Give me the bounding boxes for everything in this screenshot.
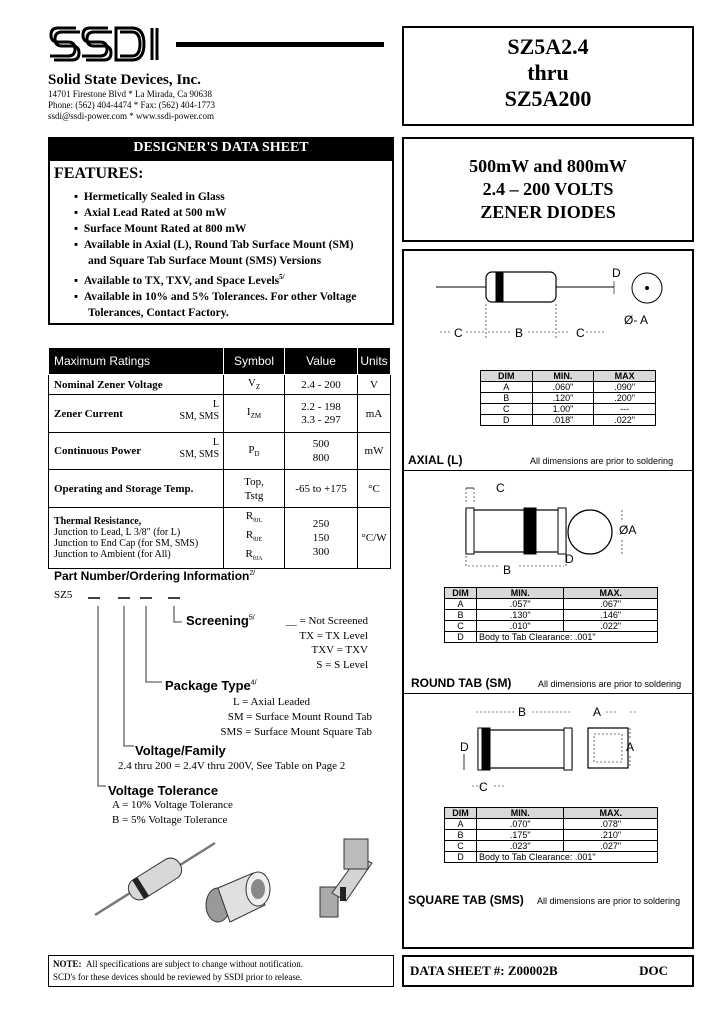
voltage-family-title: Voltage/Family: [135, 743, 226, 758]
axial-label-oa: Ø- A: [624, 313, 649, 327]
rating-value: 500 800: [285, 433, 358, 470]
package-photos: [90, 835, 390, 925]
axial-label-d: D: [612, 266, 621, 280]
axial-rule: [404, 470, 692, 471]
table-row: [49, 470, 391, 508]
part-first: SZ5A2.4: [507, 34, 589, 59]
col-header: Value: [285, 348, 358, 375]
rating-symbol: Top, Tstg: [224, 470, 285, 508]
rating-unit: °C/W: [358, 508, 391, 569]
screening-title: Screening$^{5/}$: [186, 613, 255, 628]
screening-option: __ = Not Screened: [285, 615, 368, 627]
table-row: A .057" .067": [445, 599, 658, 610]
tolerance-b: B = 5% Voltage Tolerance: [112, 814, 228, 826]
datasheet-number: DATA SHEET #: Z00002B: [410, 963, 558, 978]
axial-dim-table: [480, 370, 656, 426]
rating-value: -65 to +175: [285, 470, 358, 508]
table-row: [49, 508, 391, 569]
col-header: Maximum Ratings: [49, 348, 224, 375]
rating-label: Operating and Storage Temp.: [49, 470, 224, 508]
table-row: [49, 395, 391, 433]
table-row: C 1.00" ---: [481, 404, 656, 415]
power-rating: 500mW and 800mW: [469, 156, 627, 176]
table-row: A .070" .078": [445, 819, 658, 830]
round-tab-note: All dimensions are prior to soldering: [538, 679, 682, 689]
rating-symbol: $I_{ZM}$: [224, 395, 285, 433]
ordering-prefix: SZ5: [54, 589, 73, 601]
rating-unit: mW: [358, 433, 391, 470]
rating-symbol: $P_D$: [224, 433, 285, 470]
col-header: DIM: [445, 808, 477, 819]
axial-title: AXIAL (L): [408, 453, 463, 467]
feature-item: and Square Tab Surface Mount (SMS) Versions: [88, 255, 322, 267]
square-label-d: D: [460, 740, 469, 754]
company-logo: [48, 22, 178, 77]
table-row: B .130" .146": [445, 610, 658, 621]
rating-label: Thermal Resistance, Junction to Lead, L 3/8" (for L) Junction to End Cap (for SM, SMS) Junction to Ambient (for All): [49, 508, 224, 569]
package-options: [190, 695, 372, 740]
voltage-family-desc: 2.4 thru 200 = 2.4V thru 200V, See Table on Page 2: [118, 760, 346, 772]
col-header: DIM: [445, 588, 477, 599]
package-title: Package Type$^{4/}$: [165, 678, 257, 693]
round-tab-title: ROUND TAB (SM): [411, 676, 512, 690]
company-phone: Phone: (562) 404-4474 * Fax: (562) 404-1773: [48, 100, 215, 110]
col-header: MIN.: [532, 371, 594, 382]
round-tab-rule: [404, 693, 692, 694]
square-tab-drawing: [404, 698, 692, 798]
rating-symbol: $R_{\theta JL}$ $R_{\theta JE}$ $R_{\theta JA}$: [224, 508, 285, 569]
part-last: SZ5A200: [504, 86, 592, 111]
table-row: D .018" .022": [481, 415, 656, 426]
table-row: C .023" .027": [445, 841, 658, 852]
ordering-title: Part Number/Ordering Information$^{2/}$: [54, 569, 256, 583]
table-row: D Body to Tab Clearance: .001": [445, 632, 658, 643]
company-web: ssdi@ssdi-power.com * www.ssdi-power.com: [48, 111, 214, 121]
table-row: B .120" .200": [481, 393, 656, 404]
col-header: DIM: [481, 371, 533, 382]
company-name: Solid State Devices, Inc.: [48, 72, 201, 88]
rating-unit: mA: [358, 395, 391, 433]
col-header: Symbol: [224, 348, 285, 375]
axial-diode-photo: [95, 843, 215, 915]
tolerance-a: A = 10% Voltage Tolerance: [112, 799, 233, 811]
screening-option: TXV = TXV: [311, 644, 368, 656]
voltage-range: 2.4 – 200 VOLTS: [482, 179, 614, 199]
square-label-c: C: [479, 780, 488, 794]
square-tab-title: SQUARE TAB (SMS): [408, 893, 524, 907]
table-row: D Body to Tab Clearance: .001": [445, 852, 658, 863]
rating-symbol: $V_Z$: [224, 375, 285, 395]
feature-item: Tolerances, Contact Factory.: [88, 306, 229, 319]
square-tab-note: All dimensions are prior to soldering: [537, 896, 681, 906]
feature-item: ▪ Available to TX, TXV, and Space Levels$^{5/}$: [74, 273, 285, 287]
screening-options: [248, 614, 368, 672]
rating-label: Nominal Zener Voltage: [49, 375, 224, 395]
square-label-a1: A: [593, 705, 602, 719]
rating-unit: V: [358, 375, 391, 395]
package-option: SMS = Surface Mount Square Tab: [220, 726, 372, 738]
company-address: 14701 Firestone Blvd * La Mirada, Ca 90638: [48, 89, 212, 99]
col-header: MIN.: [477, 588, 564, 599]
feature-item: ▪ Available in 10% and 5% Tolerances. For other Voltage: [74, 290, 357, 303]
table-row: A .060" .090": [481, 382, 656, 393]
footer-note-box: [48, 955, 394, 987]
rating-label: Continuous Power L SM, SMS: [49, 433, 224, 470]
table-row: B .175" .210": [445, 830, 658, 841]
designers-header: DESIGNER'S DATA SHEET: [48, 137, 394, 159]
round-label-d: D: [565, 552, 574, 566]
package-option: L = Axial Leaded: [233, 696, 310, 708]
rating-value: 2.2 - 198 3.3 - 297: [285, 395, 358, 433]
axial-label-c1: C: [454, 326, 463, 340]
part-thru: thru: [527, 60, 569, 85]
screening-option: S = S Level: [316, 658, 368, 671]
round-label-c: C: [496, 481, 505, 495]
package-option: SM = Surface Mount Round Tab: [227, 711, 372, 723]
voltage-tolerance-title: Voltage Tolerance: [108, 783, 219, 798]
feature-item: ▪ Axial Lead Rated at 500 mW: [74, 207, 227, 219]
col-header: MAX: [594, 371, 656, 382]
logo-rule: [176, 42, 384, 47]
table-row: C .010" .022": [445, 621, 658, 632]
round-tab-dim-table: [444, 587, 658, 643]
col-header: MAX.: [564, 588, 658, 599]
axial-label-c2: C: [576, 326, 585, 340]
col-header: Units: [358, 348, 391, 375]
note-label: NOTE:: [53, 959, 82, 969]
axial-drawing: [404, 260, 692, 360]
round-tab-drawing: [404, 474, 692, 584]
rating-unit: °C: [358, 470, 391, 508]
rating-value: 2.4 - 200: [285, 375, 358, 395]
features-title: FEATURES:: [54, 165, 144, 182]
round-label-oa: ØA: [619, 523, 637, 537]
note-text: All specifications are subject to change without notification.: [86, 959, 303, 969]
square-tab-dim-table: [444, 807, 658, 863]
axial-note: All dimensions are prior to soldering: [530, 456, 674, 466]
square-tab-photo: [320, 839, 372, 917]
max-ratings-table: [48, 347, 391, 569]
doc-label: DOC: [639, 963, 668, 978]
feature-item: ▪ Surface Mount Rated at 800 mW: [74, 223, 247, 235]
col-header: MAX.: [564, 808, 658, 819]
device-type: ZENER DIODES: [480, 202, 616, 222]
table-row: [49, 375, 391, 395]
axial-label-b: B: [515, 326, 524, 340]
part-number-box: [402, 26, 694, 126]
col-header: MIN.: [477, 808, 564, 819]
round-label-b: B: [503, 563, 512, 577]
round-tab-photo: [206, 872, 270, 922]
feature-item: ▪ Available in Axial (L), Round Tab Surface Mount (SM): [74, 239, 354, 251]
square-label-a2: A: [626, 740, 635, 754]
rating-value: 250 150 300: [285, 508, 358, 569]
ssdi-logo-mark: [48, 22, 178, 72]
title-box: [402, 137, 694, 242]
feature-item: ▪ Hermetically Sealed in Glass: [74, 191, 225, 203]
datasheet-number-box: [402, 955, 694, 987]
square-label-b: B: [518, 705, 527, 719]
features-box: [48, 159, 394, 325]
note-text: SCD's for these devices should be reviewed by SSDI prior to release.: [53, 972, 303, 982]
table-row: [49, 433, 391, 470]
screening-option: TX = TX Level: [299, 629, 368, 642]
rating-label: Zener Current L SM, SMS: [49, 395, 224, 433]
